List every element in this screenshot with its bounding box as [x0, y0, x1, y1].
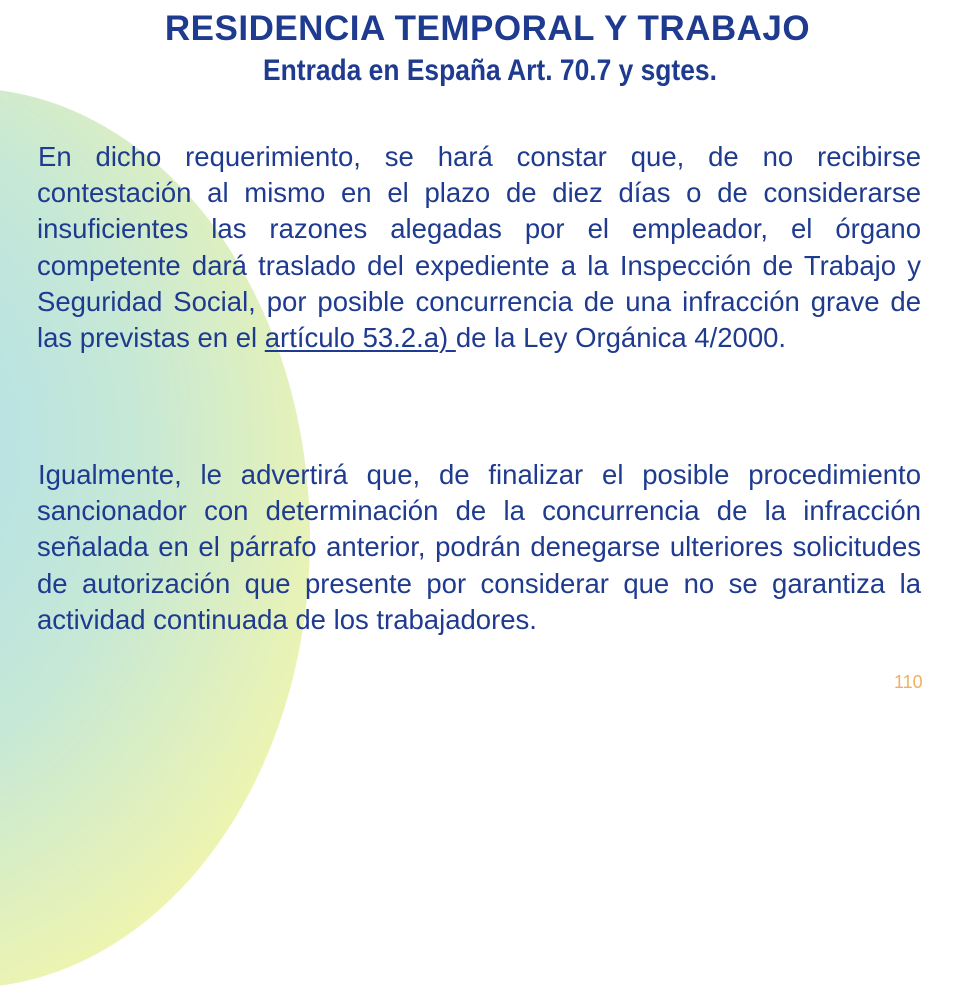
paragraph-text-before: En dicho requerimiento, se hará constar que, de no recibirse contestación al mismo en el plazo de diez días o de considerarse insuficientes las razones alegadas por el empleador, el órgano competente dará traslado del expediente a la Inspección de Trabajo y Seguridad Social, por posible concurrencia de una infracción grave de las previstas en el: [37, 141, 921, 354]
paragraph-warning: Igualmente, le advertirá que, de finalizar el posible procedimiento sancionador con determinación de la concurrencia de la infracción señalada en el párrafo anterior, podrán denegarse ulteriores solicitudes de autorización que presente por considerar que no se garantiza la actividad continuada de los trabajadores.: [37, 459, 921, 635]
paragraph-requirement: [37, 139, 921, 356]
page-number: 110: [894, 672, 923, 692]
slide-title: RESIDENCIA TEMPORAL Y TRABAJO: [164, 9, 811, 48]
slide-subtitle: Entrada en España Art. 70.7 y sgtes.: [263, 54, 717, 87]
paragraph-text-after: de la Ley Orgánica 4/2000.: [455, 322, 787, 354]
article-link[interactable]: artículo 53.2.a): [264, 322, 456, 354]
